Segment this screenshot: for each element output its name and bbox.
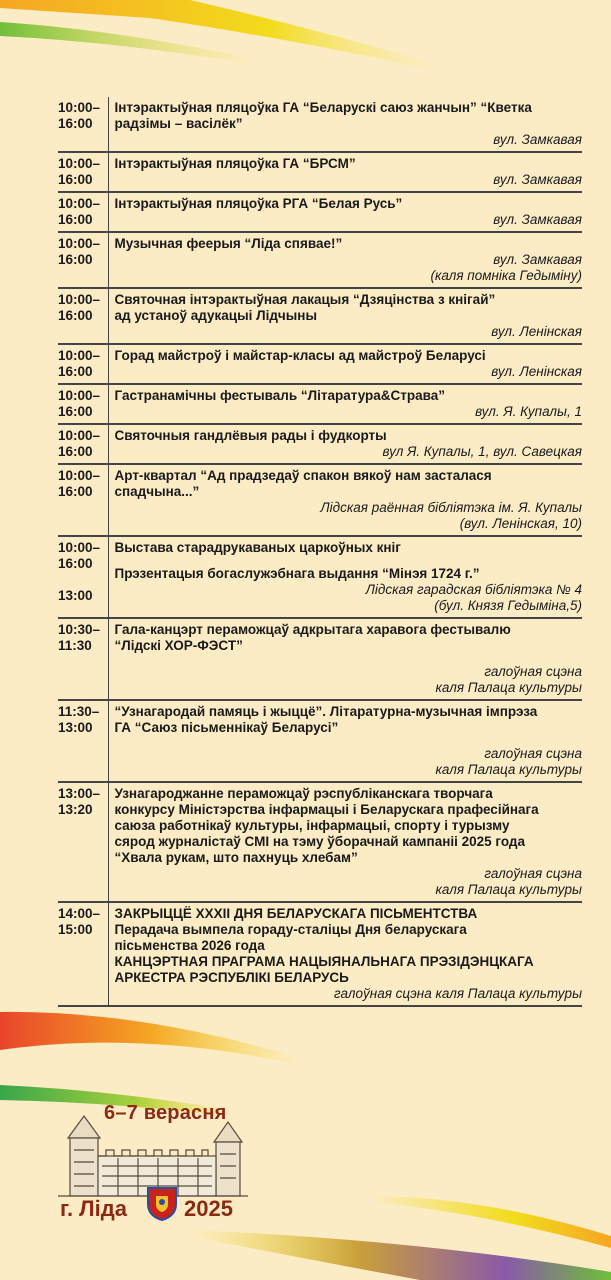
event-title: спадчына...” [114,484,200,499]
event-title: “Хвала рукам, што пахнуць хлебам” [114,850,358,865]
time-line: 16:00 [58,364,93,379]
event-location: вул. Замкавая [493,172,582,187]
logo-date: 6–7 верасня [104,1102,227,1124]
time-line: 10:30– [58,622,101,637]
event-title: Гала-канцэрт пераможцаў адкрытага харавога фестывалю [114,622,511,637]
time-line: 10:00– [58,236,101,251]
time-line: 15:00 [58,922,93,937]
event-time [58,700,108,782]
event-title: Святочныя гандлёвыя рады і фудкорты [114,428,387,443]
time-line: 16:00 [58,308,93,323]
event-time [58,97,108,152]
event-location: каля Палаца культуры [435,882,582,897]
event-title: Прэзентацыя богаслужэбнага выдання “Мінэя 1724 г.” [114,566,480,581]
event-location: вул. Замкавая [493,132,582,147]
event-location: галоўная сцэна [484,664,582,679]
schedule-row [58,152,582,192]
event-location: галоўная сцэна [484,866,582,881]
time-line: 10:00– [58,100,101,115]
event-title: ад устаноў адукацыі Лідчыны [114,308,317,323]
event-time [58,464,108,536]
time-line: 10:00– [58,196,101,211]
event-time [58,152,108,192]
schedule-row [58,384,582,424]
schedule-row [58,192,582,232]
event-time [58,344,108,384]
event-title: Інтэрактыўная пляцоўка ГА “Беларускі саюз жанчын” “Кветка [114,100,532,115]
event-time [58,536,108,618]
time-line: 10:00– [58,468,101,483]
schedule-row [58,464,582,536]
event-details [108,782,582,902]
time-line: 10:00– [58,388,101,403]
event-location: Лідская раённая бібліятэка ім. Я. Купалы [320,500,582,515]
event-location: Лідская гарадская бібліятэка № 4 [365,582,582,597]
event-details [108,152,582,192]
time-line: 10:00– [58,428,101,443]
event-title: Узнагароджанне пераможцаў рэспубліканскага творчага [114,786,493,801]
schedule-row [58,97,582,152]
event-title: Гастранамічны фестываль “Літаратура&Страва” [114,388,446,403]
schedule-row [58,902,582,1006]
event-title: “Узнагародай памяць і жыццё”. Літаратурна-музычная імпрэза [114,704,538,719]
time-line: 13:00 [58,588,93,603]
event-location: (бул. Князя Гедыміна,5) [434,598,582,613]
event-location: вул. Ленінская [491,364,582,379]
spacer [115,556,583,566]
event-title: Інтэрактыўная пляцоўка ГА “БРСМ” [114,156,356,171]
event-title: Арт-квартал “Ад прадзедаў спакон вякоў нам засталася [114,468,492,483]
event-title: Святочная інтэрактыўная лакацыя “Дзяцінства з кнігай” [114,292,496,307]
schedule-row [58,424,582,464]
event-details [108,232,582,288]
event-details [108,288,582,344]
event-location: каля Палаца культуры [435,762,582,777]
spacer [115,736,583,746]
event-time [58,232,108,288]
time-line: 10:00– [58,540,101,555]
event-title: сярод журналістаў СМІ на тэму ўборачнай кампаніі 2025 года [114,834,525,849]
schedule-row [58,618,582,700]
event-title: ЗАКРЫЦЦЁ XXXII ДНЯ БЕЛАРУСКАГА ПІСЬМЕНТСТВА [114,906,478,921]
time-line: 10:00– [58,348,101,363]
event-details [108,536,582,618]
time-line: 16:00 [58,444,93,459]
event-details [108,464,582,536]
schedule-row [58,232,582,288]
spacer [115,654,583,664]
event-location: вул. Я. Купалы, 1 [475,404,582,419]
time-line: 16:00 [58,212,93,227]
time-line: 11:30– [58,704,100,719]
time-line: 16:00 [58,484,93,499]
event-title: КАНЦЭРТНАЯ ПРАГРАМА НАЦЫЯНАЛЬНАГА ПРЭЗІДЭНЦКАГА [114,954,534,969]
event-time [58,288,108,344]
logo-city: г. Ліда [60,1196,127,1221]
event-location: (вул. Ленінская, 10) [459,516,582,531]
event-details [108,344,582,384]
time-line: 10:00– [58,156,101,171]
schedule-row [58,782,582,902]
time-line: 11:30 [58,638,92,653]
event-title: конкурсу Міністэрства інфармацыі і Беларускага прафесійнага [114,802,539,817]
event-location: вул. Замкавая [493,252,582,267]
event-title: саюза работнікаў культуры, інфармацыі, спорту і турызму [114,818,510,833]
event-details [108,618,582,700]
event-title: радзімы – васілёк” [114,116,243,131]
event-location: вул Я. Купалы, 1, вул. Савецкая [382,444,582,459]
event-location: каля Палаца культуры [435,680,582,695]
time-line: 16:00 [58,556,93,571]
event-title: Выстава старадрукаваных царкоўных кніг [114,540,401,555]
schedule-row [58,344,582,384]
event-details [108,384,582,424]
coat-of-arms-icon [146,1186,178,1222]
event-title: “Лідскі ХОР-ФЭСТ” [114,638,243,653]
event-location: галоўная сцэна каля Палаца культуры [334,986,582,1001]
event-title: пісьменства 2026 года [114,938,265,953]
schedule-row [58,536,582,618]
event-time [58,902,108,1006]
event-title: Музычная феерыя “Ліда спявае!” [114,236,343,251]
event-time [58,618,108,700]
schedule-row [58,288,582,344]
time-line: 16:00 [58,252,93,267]
event-time [58,384,108,424]
event-details [108,97,582,152]
time-line: 14:00– [58,906,101,921]
event-details [108,902,582,1006]
time-line: 10:00– [58,292,101,307]
event-title: Горад майстроў і майстар-класы ад майстроў Беларусі [114,348,486,363]
time-line: 13:20 [58,802,93,817]
event-location: (каля помніка Гедыміну) [430,268,582,283]
event-location: вул. Замкавая [493,212,582,227]
event-title: Інтэрактыўная пляцоўка РГА “Белая Русь” [114,196,403,211]
event-title: ГА “Саюз пісьменнікаў Беларусі” [114,720,339,735]
event-details [108,424,582,464]
event-title: АРКЕСТРА РЭСПУБЛІКІ БЕЛАРУСЬ [114,970,349,985]
schedule-row [58,700,582,782]
event-details [108,192,582,232]
time-line: 16:00 [58,172,93,187]
time-line: 16:00 [58,116,93,131]
event-time [58,782,108,902]
event-title: Перадача вымпела гораду-сталіцы Дня беларускага [114,922,467,937]
event-location: галоўная сцэна [484,746,582,761]
event-time [58,424,108,464]
schedule-table [58,97,582,1007]
event-location: вул. Ленінская [491,324,582,339]
event-time [58,192,108,232]
time-line: 16:00 [58,404,93,419]
event-details [108,700,582,782]
time-line: 13:00 [58,720,93,735]
time-line: 13:00– [58,786,101,801]
logo-year: 2025 [184,1196,233,1221]
